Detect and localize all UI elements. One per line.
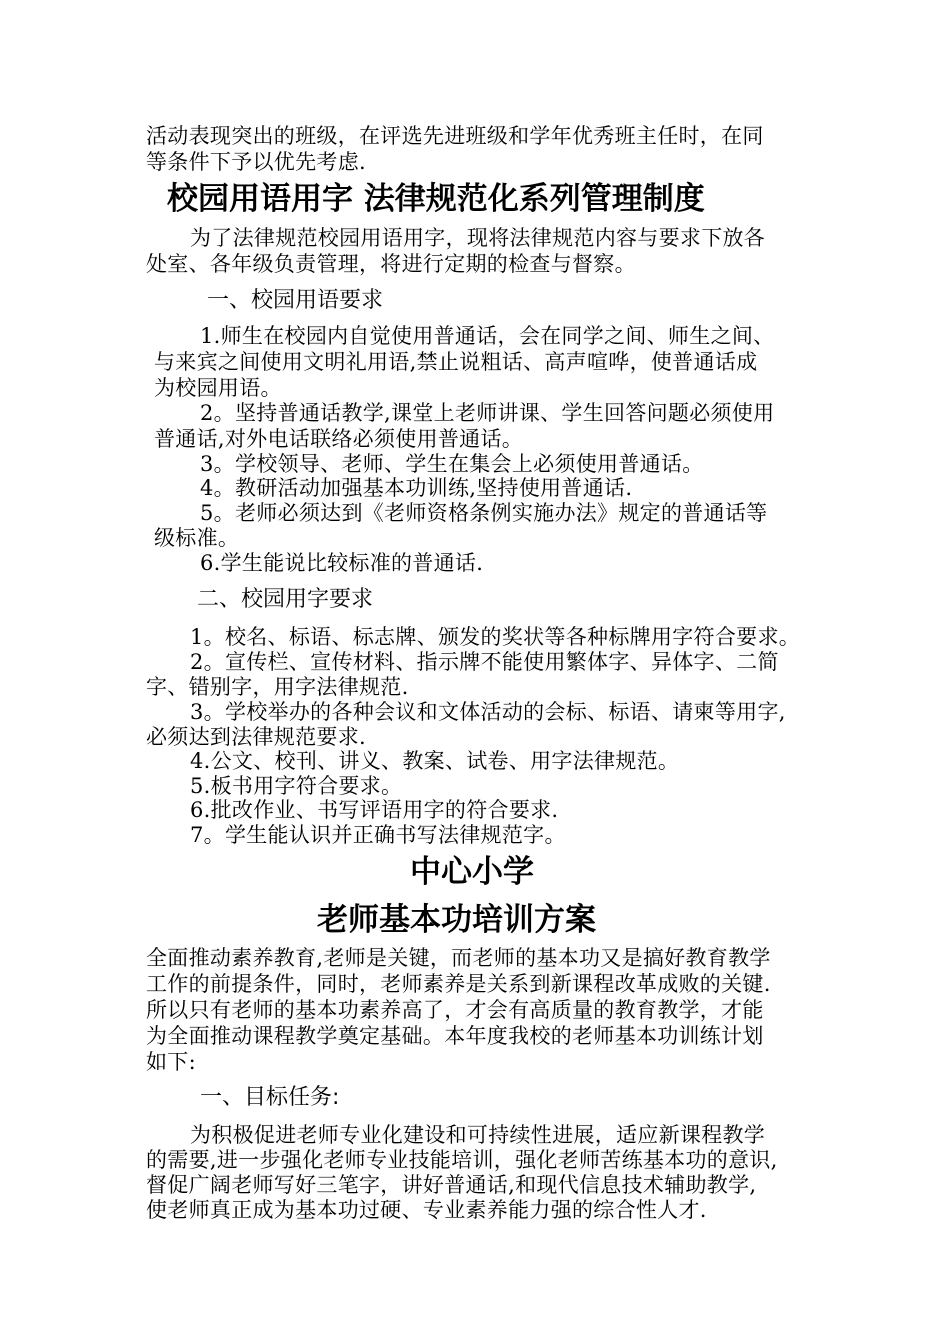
section-title: 一、校园用语要求 — [207, 288, 384, 313]
list-line: 1。校名、标语、标志牌、颁发的奖状等各种标牌用字符合要求。 — [190, 625, 801, 649]
list-line: 7。学生能认识并正确书写法律规范字。 — [190, 823, 566, 847]
school-title: 中心小学 — [410, 854, 534, 890]
list-line: 5。老师必须达到《老师资格条例实施办法》规定的普通话等 — [200, 501, 768, 525]
list-line: 3。学校领导、老师、学生在集会上必须使用普通话。 — [200, 452, 704, 476]
intro-line: 活动表现突出的班级，在评选先进班级和学年优秀班主任时，在同 — [146, 124, 764, 148]
paragraph-line: 使老师真正成为基本功过硬、专业素养能力强的综合性人才. — [146, 1198, 707, 1222]
plan-title: 老师基本功培训方案 — [317, 902, 596, 938]
paragraph-line: 为积极促进老师专业化建设和可持续性进展，适应新课程教学 — [190, 1123, 766, 1147]
list-line: 4。教研活动加强基本功训练,坚持使用普通话. — [200, 476, 633, 500]
list-line: 2。坚持普通话教学,课堂上老师讲课、学生回答问题必须使用 — [200, 401, 775, 425]
paragraph-line: 工作的前提条件，同时，老师素养是关系到新课程改革成败的关键. — [146, 972, 771, 996]
list-line: 2。宣传栏、宣传材料、指示牌不能使用繁体字、异体字、二简 — [190, 650, 779, 674]
list-line: 为校园用语。 — [154, 376, 282, 400]
list-line: 必须达到法律规范要求. — [146, 725, 366, 749]
list-line: 4.公文、校刊、讲义、教案、试卷、用字法律规范。 — [190, 749, 680, 773]
list-line: 5.板书用字符合要求。 — [190, 774, 403, 798]
section-title: 二、校园用字要求 — [197, 587, 374, 612]
list-line: 6.学生能说比较标准的普通话. — [200, 551, 484, 575]
paragraph-line: 如下: — [146, 1050, 196, 1074]
list-line: 与来宾之间使用文明礼用语,禁止说粗话、高声喧哗，使普通话成 — [154, 350, 758, 374]
list-line: 3。学校举办的各种会议和文体活动的会标、标语、请柬等用字, — [190, 700, 786, 724]
paragraph-line: 处室、各年级负责管理，将进行定期的检查与督察。 — [146, 252, 636, 276]
paragraph-line: 全面推动素养教育,老师是关键，而老师的基本功又是搞好教育教学 — [146, 946, 771, 970]
list-line: 字、错别字，用字法律规范. — [146, 675, 409, 699]
doc-title: 校园用语用字 法律规范化系列管理制度 — [167, 181, 705, 217]
list-line: 6.批改作业、书写评语用字的符合要求. — [190, 798, 559, 822]
section-title: 一、目标任务: — [200, 1085, 340, 1110]
list-line: 普通话,对外电话联络必须使用普通话。 — [154, 427, 524, 451]
paragraph-line: 的需要,进一步强化老师专业技能培训，强化老师苦练基本功的意识, — [146, 1148, 778, 1172]
list-line: 1.师生在校园内自觉使用普通话，会在同学之间、师生之间、 — [200, 324, 775, 348]
intro-line: 等条件下予以优先考虑. — [146, 150, 366, 174]
list-line: 级标准。 — [154, 526, 240, 550]
paragraph-line: 为了法律规范校园用语用字，现将法律规范内容与要求下放各 — [190, 226, 766, 250]
paragraph-line: 为全面推动课程教学奠定基础。本年度我校的老师基本功训练计划 — [146, 1024, 764, 1048]
paragraph-line: 督促广阔老师写好三笔字，讲好普通话,和现代信息技术辅助教学, — [146, 1173, 757, 1197]
paragraph-line: 所以只有老师的基本功素养高了，才会有高质量的教育教学，才能 — [146, 998, 764, 1022]
